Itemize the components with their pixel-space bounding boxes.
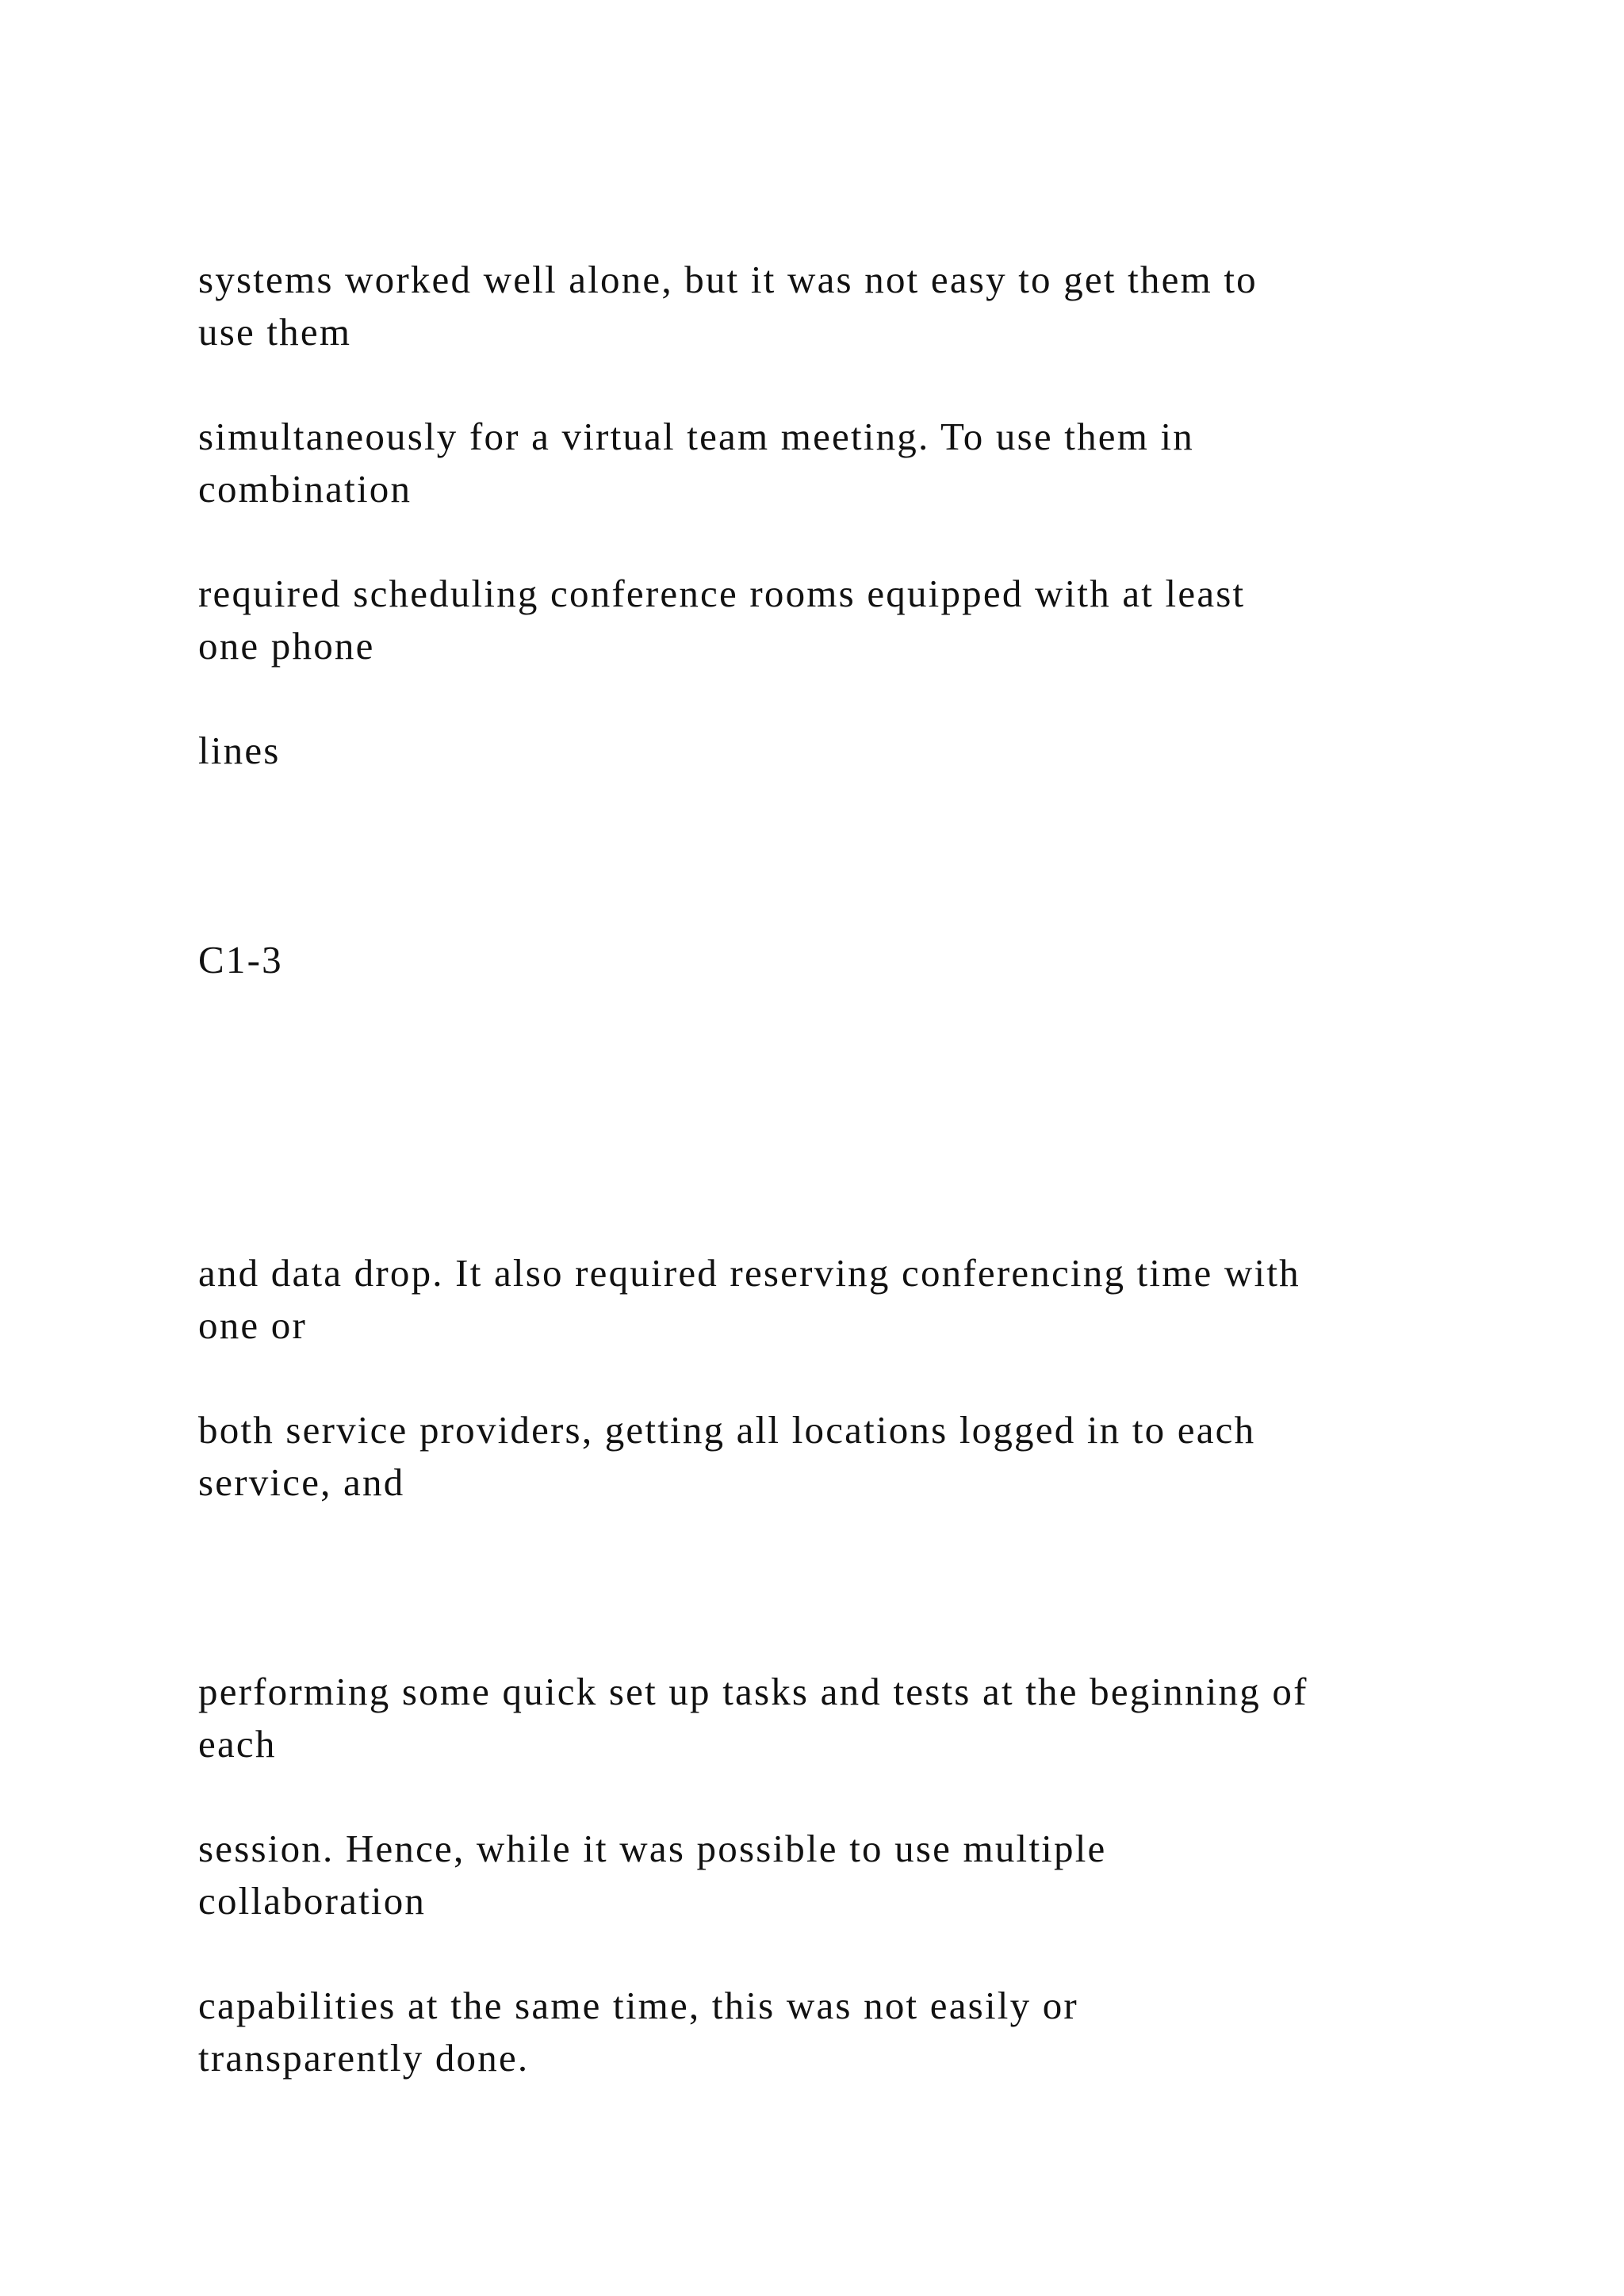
text-line: capabilities at the same time, this was not easily or — [198, 1984, 1078, 2027]
paragraph-7 — [198, 1666, 1467, 1770]
text-line: simultaneously for a virtual team meeting. To use them in — [198, 415, 1194, 458]
text-line: session. Hence, while it was possible to use multiple — [198, 1827, 1107, 1870]
text-line: service, and — [198, 1460, 405, 1504]
text-line: C1-3 — [198, 938, 283, 982]
paragraph-2 — [198, 411, 1467, 515]
paragraph-4 — [198, 725, 1467, 777]
text-line: one or — [198, 1303, 308, 1347]
paragraph-6 — [198, 1404, 1467, 1509]
text-line: lines — [198, 729, 281, 772]
text-line: collaboration — [198, 1879, 427, 1923]
paragraph-8 — [198, 1823, 1467, 1927]
text-line: performing some quick set up tasks and tests at the beginning of — [198, 1670, 1308, 1713]
page-label — [198, 934, 1467, 986]
text-line: use them — [198, 310, 352, 354]
paragraph-1 — [198, 254, 1467, 358]
text-line: systems worked well alone, but it was not easy to get them to — [198, 258, 1258, 301]
text-line: combination — [198, 467, 412, 511]
text-line: one phone — [198, 624, 375, 668]
paragraph-9 — [198, 1980, 1467, 2084]
text-line: both service providers, getting all locations logged in to each — [198, 1408, 1256, 1452]
text-line: transparently done. — [198, 2036, 530, 2080]
paragraph-5 — [198, 1247, 1467, 1352]
text-line: required scheduling conference rooms equipped with at least — [198, 572, 1246, 615]
text-line: each — [198, 1722, 277, 1766]
paragraph-3 — [198, 568, 1467, 672]
text-line: and data drop. It also required reserving conferencing time with — [198, 1251, 1300, 1295]
